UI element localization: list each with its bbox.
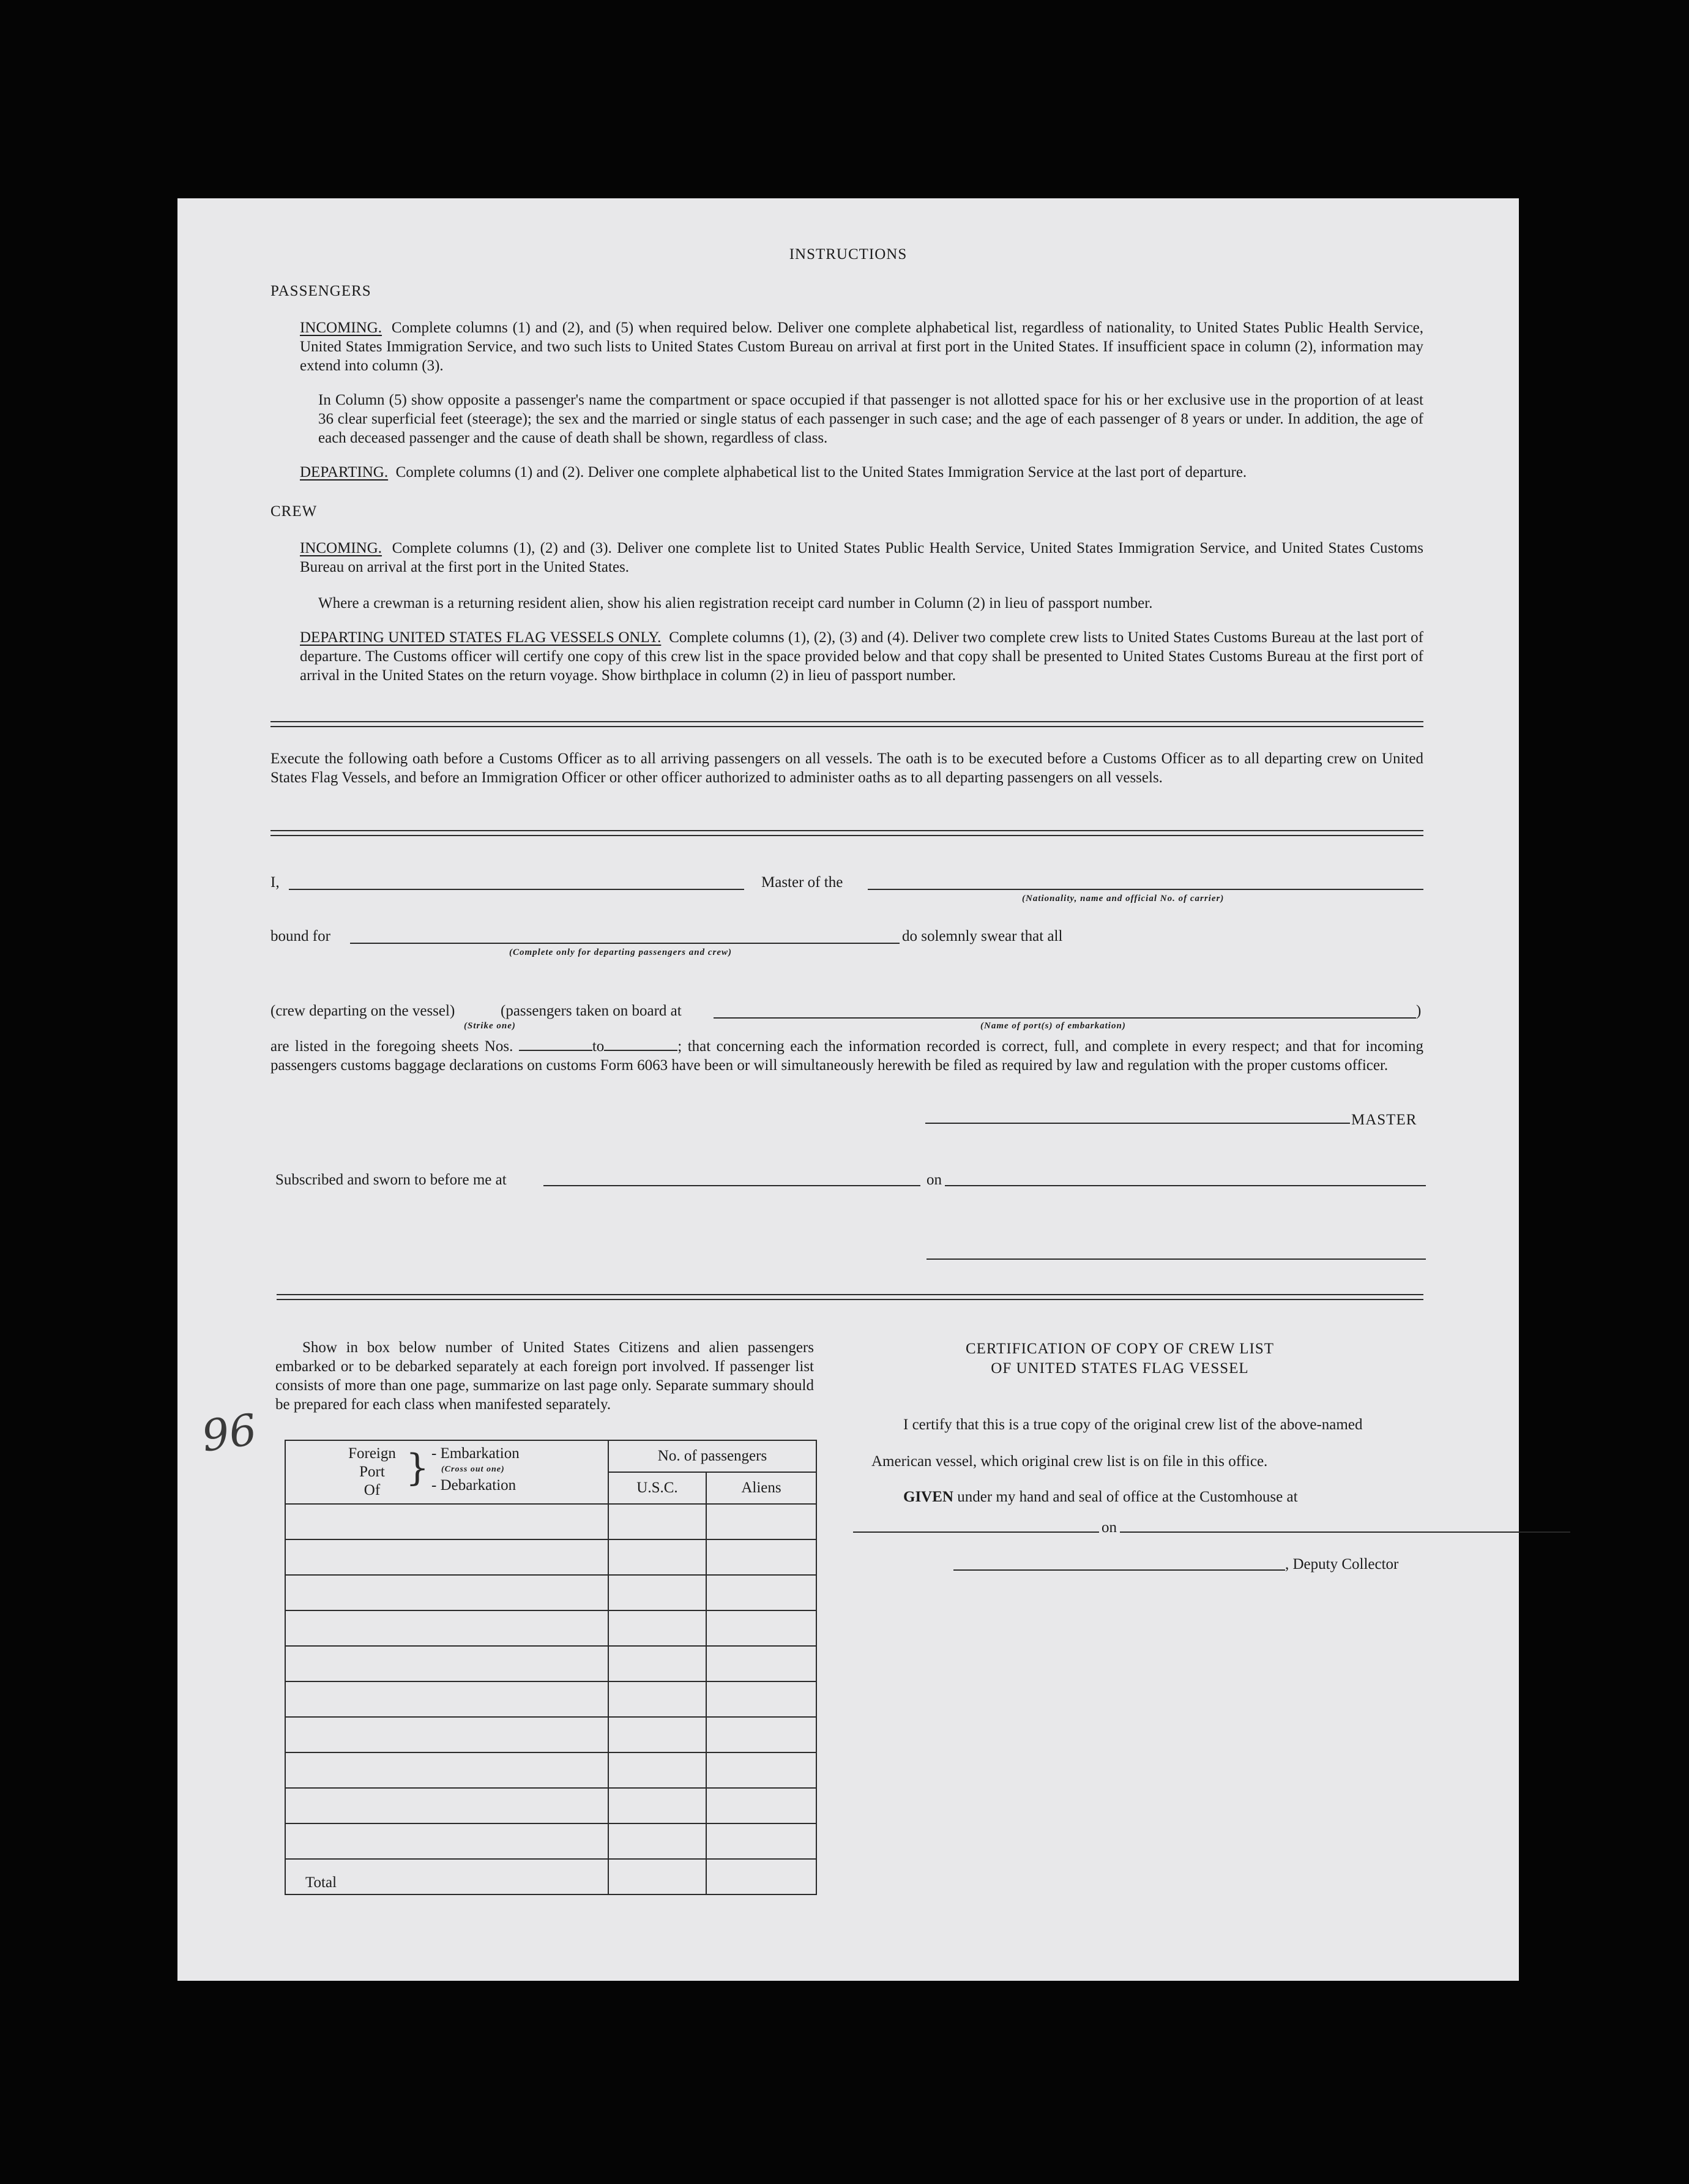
- passengers-incoming-text: Complete columns (1) and (2), and (5) when required below. Deliver one complete alphabetical list, regardless of nationality, to United States Public Health Service, United States Immigration Service, and two such lists to United States Custom Bureau on arrival at first port in the United States. If insufficient space in column (2), information may extend into column (3).: [300, 320, 1424, 374]
- passenger-summary-table: [285, 1440, 817, 1895]
- usc-cell[interactable]: [608, 1575, 706, 1610]
- master-of-label: Master of the: [761, 874, 843, 891]
- aliens-cell[interactable]: [706, 1752, 816, 1788]
- port-cell[interactable]: [285, 1646, 608, 1681]
- american-vessel-text: American vessel, which original crew list is on file in this office.: [871, 1453, 1268, 1470]
- usc-cell[interactable]: [608, 1504, 706, 1539]
- sworn-place-field[interactable]: [543, 1185, 920, 1186]
- crew-departing-text: Complete columns (1), (2), (3) and (4). Deliver two complete crew lists to United States Customs Bureau at the last port of departure. The Customs officer will certify one copy of this crew list in the space provided below and that copy shall be presented to United States Customs Bureau at the first port of arrival in the United States on the return voyage. Show birthplace in column (2) in lieu of passport number.: [300, 629, 1423, 684]
- header-embarkation: - Embarkation: [431, 1445, 520, 1462]
- foreign-port-header: [285, 1440, 608, 1504]
- crew-incoming-label: INCOMING.: [300, 540, 382, 556]
- total-label: Total: [285, 1859, 608, 1894]
- aliens-cell[interactable]: [706, 1788, 816, 1823]
- listed-to: to: [592, 1038, 605, 1055]
- port-cell[interactable]: [285, 1610, 608, 1646]
- instructions-title: INSTRUCTIONS: [789, 246, 908, 263]
- certification-title: [869, 1339, 1371, 1378]
- table-row: [285, 1681, 816, 1717]
- aliens-cell[interactable]: [706, 1681, 816, 1717]
- header-of: Of: [364, 1482, 381, 1498]
- header-cross-out: (Cross out one): [441, 1465, 505, 1474]
- aliens-cell[interactable]: [706, 1717, 816, 1752]
- strike-hint: (Strike one): [464, 1021, 516, 1031]
- sheet-from-field[interactable]: [519, 1039, 592, 1051]
- aliens-cell[interactable]: [706, 1646, 816, 1681]
- aliens-cell[interactable]: [706, 1539, 816, 1575]
- officer-signature-field[interactable]: [927, 1258, 1426, 1260]
- swear-label: do solemnly swear that all: [902, 928, 1063, 944]
- table-row: [285, 1646, 816, 1681]
- header-foreign: Foreign: [348, 1445, 396, 1462]
- passengers-departing-text: Complete columns (1) and (2). Deliver one complete alphabetical list to the United States Immigration Service at the last port of departure.: [395, 464, 1247, 481]
- aliens-cell[interactable]: [706, 1823, 816, 1859]
- bound-for-hint: (Complete only for departing passengers and crew): [509, 948, 732, 957]
- header-debarkation: - Debarkation: [431, 1477, 516, 1494]
- sheet-to-field[interactable]: [604, 1039, 677, 1051]
- carrier-field[interactable]: [868, 889, 1423, 890]
- certification-title-line2: OF UNITED STATES FLAG VESSEL: [991, 1360, 1249, 1377]
- section-divider: [270, 721, 1423, 727]
- form-page: [177, 198, 1519, 1981]
- section-divider: [270, 830, 1423, 836]
- passengers-taken-option: (passengers taken on board at: [501, 1003, 682, 1019]
- sworn-date-field[interactable]: [945, 1185, 1426, 1186]
- table-row: [285, 1752, 816, 1788]
- table-row: [285, 1823, 816, 1859]
- passengers-incoming-paragraph: [300, 318, 1423, 375]
- given-bold: GIVEN: [903, 1489, 953, 1505]
- crew-departing-paragraph: [300, 628, 1423, 685]
- table-row: [285, 1575, 816, 1610]
- summary-intro: Show in box below number of United States Citizens and alien passengers embarked or to be debarked separately at each foreign port involved. If passenger list consists of more than one page, summarize on last page only. Separate summary should be prepared for each class when manifested separately.: [275, 1339, 814, 1413]
- sworn-on-label: on: [927, 1172, 942, 1188]
- customhouse-field[interactable]: [853, 1531, 1099, 1533]
- certification-date-field[interactable]: [1120, 1531, 1570, 1533]
- bound-for-field[interactable]: [350, 943, 900, 944]
- port-hint: (Name of port(s) of embarkation): [980, 1021, 1126, 1031]
- table-row: [285, 1788, 816, 1823]
- bound-for-label: bound for: [270, 928, 330, 944]
- nationality-hint: (Nationality, name and official No. of carrier): [1022, 894, 1225, 903]
- certification-title-line1: CERTIFICATION OF COPY OF CREW LIST: [965, 1341, 1275, 1357]
- port-cell[interactable]: [285, 1823, 608, 1859]
- usc-total-cell[interactable]: [608, 1859, 706, 1894]
- table-row: [285, 1717, 816, 1752]
- no-passengers-header: No. of passengers: [608, 1440, 816, 1472]
- passengers-column5-paragraph: In Column (5) show opposite a passenger's name the compartment or space occupied if that passenger is not allotted space for his or her exclusive use in the proportion of at least 36 clear superficial feet (steerage); the sex and the married or single status of each passenger in such case; and the age of each passenger of 8 years or under. In addition, the age of each deceased passenger and the cause of death shall be shown, regardless of class.: [318, 392, 1423, 446]
- deputy-collector-field[interactable]: [953, 1569, 1285, 1571]
- port-cell[interactable]: [285, 1752, 608, 1788]
- aliens-cell[interactable]: [706, 1504, 816, 1539]
- port-cell[interactable]: [285, 1504, 608, 1539]
- passengers-heading: PASSENGERS: [270, 283, 371, 299]
- usc-cell[interactable]: [608, 1681, 706, 1717]
- aliens-cell[interactable]: [706, 1575, 816, 1610]
- aliens-total-cell[interactable]: [706, 1859, 816, 1894]
- header-port: Port: [359, 1464, 385, 1480]
- handwritten-margin-number: 96: [198, 1404, 260, 1462]
- listed-prefix: are listed in the foregoing sheets Nos.: [270, 1038, 513, 1055]
- close-paren: ): [1416, 1003, 1422, 1019]
- crew-incoming-text: Complete columns (1), (2) and (3). Deliver one complete list to United States Public Health Service, United States Immigration Service, and United States Customs Bureau on arrival at the first port in the United States.: [300, 540, 1424, 575]
- table-row: [285, 1610, 816, 1646]
- master-signature-field[interactable]: [925, 1123, 1350, 1124]
- usc-cell[interactable]: [608, 1752, 706, 1788]
- passengers-departing-paragraph: [300, 463, 1423, 482]
- total-row: [285, 1859, 816, 1894]
- crew-resident-paragraph: Where a crewman is a returning resident alien, show his alien registration receipt card number in Column (2) in lieu of passport number.: [318, 595, 1153, 611]
- brace-symbol: }: [406, 1446, 430, 1489]
- deputy-collector-label: , Deputy Collector: [1285, 1556, 1399, 1573]
- given-text: [903, 1487, 1298, 1506]
- port-cell[interactable]: [285, 1539, 608, 1575]
- port-cell[interactable]: [285, 1788, 608, 1823]
- oath-i-label: I,: [270, 874, 280, 891]
- port-cell[interactable]: [285, 1575, 608, 1610]
- aliens-header: Aliens: [706, 1472, 816, 1504]
- crew-departing-option: (crew departing on the vessel): [270, 1003, 455, 1019]
- passengers-departing-label: DEPARTING.: [300, 464, 389, 481]
- embarkation-port-field[interactable]: [714, 1017, 1416, 1019]
- crew-incoming-paragraph: [300, 539, 1423, 577]
- usc-header: U.S.C.: [608, 1472, 706, 1504]
- usc-cell[interactable]: [608, 1539, 706, 1575]
- usc-cell[interactable]: [608, 1646, 706, 1681]
- usc-cell[interactable]: [608, 1823, 706, 1859]
- certification-on-label: on: [1102, 1519, 1117, 1536]
- subscribed-label: Subscribed and sworn to before me at: [275, 1172, 507, 1188]
- port-cell[interactable]: [285, 1681, 608, 1717]
- crew-departing-label: DEPARTING UNITED STATES FLAG VESSELS ONLY.: [300, 629, 662, 646]
- usc-cell[interactable]: [608, 1717, 706, 1752]
- table-row: [285, 1504, 816, 1539]
- aliens-cell[interactable]: [706, 1610, 816, 1646]
- section-divider: [277, 1294, 1423, 1300]
- certify-text: I certify that this is a true copy of the original crew list of the above-named: [903, 1416, 1363, 1433]
- listed-suffix: ; that concerning each the information recorded is correct, full, and complete in every respect; and that for incoming passengers customs baggage declarations on customs Form 6063 have been or will simultaneously herewith be filed as required by law and regulation with the proper customs officer.: [270, 1038, 1423, 1074]
- crew-heading: CREW: [270, 503, 318, 520]
- usc-cell[interactable]: [608, 1788, 706, 1823]
- master-name-field[interactable]: [289, 889, 744, 890]
- port-cell[interactable]: [285, 1717, 608, 1752]
- oath-intro: Execute the following oath before a Customs Officer as to all arriving passengers on all vessels. The oath is to be executed before a Customs Officer as to all departing crew on United States Flag Vessels, and before an Immigration Officer or other officer authorized to administer oaths as to all departing passengers on all vessels.: [270, 750, 1423, 786]
- given-rest: under my hand and seal of office at the Customhouse at: [957, 1489, 1298, 1505]
- usc-cell[interactable]: [608, 1610, 706, 1646]
- table-row: [285, 1539, 816, 1575]
- listed-paragraph: [270, 1037, 1423, 1075]
- passengers-incoming-label: INCOMING.: [300, 320, 382, 336]
- master-label: MASTER: [1351, 1112, 1417, 1128]
